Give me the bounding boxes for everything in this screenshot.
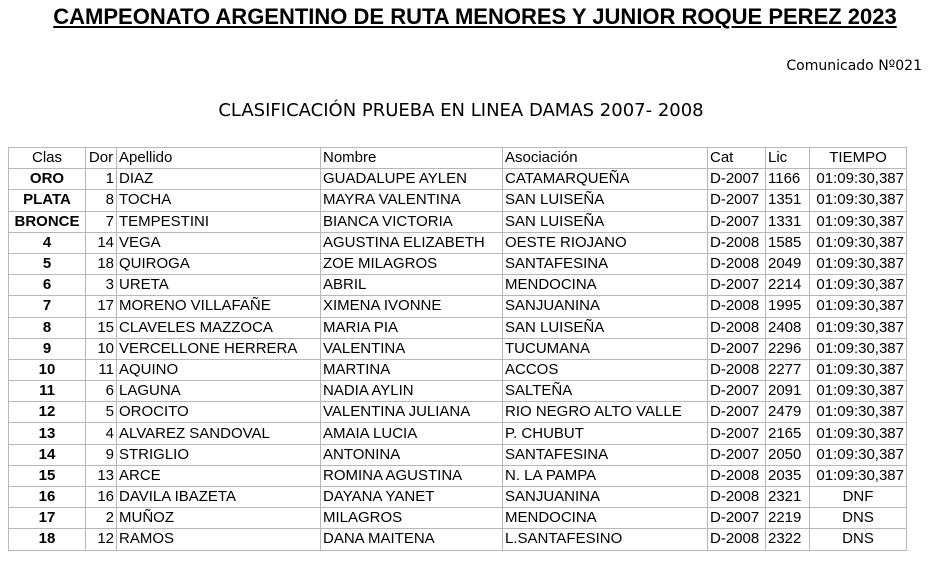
cell-dor: 14 [86, 232, 117, 253]
cell-cat: D-2008 [708, 317, 766, 338]
cell-lic: 1995 [766, 296, 810, 317]
cell-cat: D-2007 [708, 508, 766, 529]
cell-cat: D-2007 [708, 402, 766, 423]
cell-apellido: OROCITO [117, 402, 321, 423]
cell-asociacion: SANJUANINA [503, 296, 708, 317]
cell-lic: 2277 [766, 359, 810, 380]
cell-apellido: URETA [117, 275, 321, 296]
cell-nombre: BIANCA VICTORIA [321, 211, 503, 232]
cell-lic: 2049 [766, 253, 810, 274]
cell-cat: D-2008 [708, 487, 766, 508]
cell-nombre: ANTONINA [321, 444, 503, 465]
cell-tiempo: DNF [810, 487, 907, 508]
cell-apellido: QUIROGA [117, 253, 321, 274]
column-header-asociacion: Asociación [503, 148, 708, 169]
cell-clas: 13 [9, 423, 86, 444]
cell-asociacion: SAN LUISEÑA [503, 211, 708, 232]
cell-tiempo: 01:09:30,387 [810, 423, 907, 444]
cell-cat: D-2007 [708, 423, 766, 444]
cell-nombre: VALENTINA JULIANA [321, 402, 503, 423]
results-table [8, 147, 907, 551]
cell-clas: 4 [9, 232, 86, 253]
cell-clas: 11 [9, 381, 86, 402]
table-row [9, 487, 907, 508]
cell-lic: 2479 [766, 402, 810, 423]
cell-clas: 5 [9, 253, 86, 274]
cell-cat: D-2008 [708, 465, 766, 486]
cell-nombre: DAYANA YANET [321, 487, 503, 508]
table-row [9, 359, 907, 380]
cell-apellido: CLAVELES MAZZOCA [117, 317, 321, 338]
cell-tiempo: 01:09:30,387 [810, 338, 907, 359]
cell-cat: D-2008 [708, 253, 766, 274]
cell-asociacion: ACCOS [503, 359, 708, 380]
cell-clas: 10 [9, 359, 86, 380]
cell-apellido: MUÑOZ [117, 508, 321, 529]
cell-asociacion: P. CHUBUT [503, 423, 708, 444]
cell-clas: PLATA [9, 190, 86, 211]
cell-apellido: ALVAREZ SANDOVAL [117, 423, 321, 444]
column-header-dor: Dor [86, 148, 117, 169]
cell-clas: BRONCE [9, 211, 86, 232]
cell-asociacion: MENDOCINA [503, 508, 708, 529]
column-header-tiempo: TIEMPO [810, 148, 907, 169]
cell-asociacion: OESTE RIOJANO [503, 232, 708, 253]
cell-asociacion: SANTAFESINA [503, 444, 708, 465]
cell-lic: 1331 [766, 211, 810, 232]
cell-apellido: DAVILA IBAZETA [117, 487, 321, 508]
cell-dor: 4 [86, 423, 117, 444]
cell-nombre: VALENTINA [321, 338, 503, 359]
cell-cat: D-2007 [708, 190, 766, 211]
cell-nombre: DANA MAITENA [321, 529, 503, 550]
cell-cat: D-2007 [708, 211, 766, 232]
cell-nombre: MARTINA [321, 359, 503, 380]
cell-clas: ORO [9, 169, 86, 190]
cell-lic: 1351 [766, 190, 810, 211]
table-row [9, 465, 907, 486]
cell-tiempo: 01:09:30,387 [810, 296, 907, 317]
cell-clas: 14 [9, 444, 86, 465]
column-header-cat: Cat [708, 148, 766, 169]
cell-tiempo: 01:09:30,387 [810, 253, 907, 274]
cell-lic: 2165 [766, 423, 810, 444]
table-row [9, 317, 907, 338]
cell-asociacion: SAN LUISEÑA [503, 190, 708, 211]
cell-apellido: ARCE [117, 465, 321, 486]
cell-tiempo: 01:09:30,387 [810, 317, 907, 338]
cell-clas: 18 [9, 529, 86, 550]
cell-cat: D-2007 [708, 444, 766, 465]
cell-dor: 11 [86, 359, 117, 380]
cell-clas: 8 [9, 317, 86, 338]
cell-nombre: ABRIL [321, 275, 503, 296]
cell-dor: 5 [86, 402, 117, 423]
table-row [9, 275, 907, 296]
cell-nombre: AGUSTINA ELIZABETH [321, 232, 503, 253]
table-row [9, 381, 907, 402]
cell-lic: 2219 [766, 508, 810, 529]
cell-lic: 2322 [766, 529, 810, 550]
cell-cat: D-2007 [708, 275, 766, 296]
cell-cat: D-2007 [708, 381, 766, 402]
cell-cat: D-2007 [708, 338, 766, 359]
cell-clas: 6 [9, 275, 86, 296]
cell-dor: 17 [86, 296, 117, 317]
cell-asociacion: MENDOCINA [503, 275, 708, 296]
cell-clas: 16 [9, 487, 86, 508]
cell-lic: 2214 [766, 275, 810, 296]
cell-apellido: RAMOS [117, 529, 321, 550]
column-header-lic: Lic [766, 148, 810, 169]
cell-dor: 12 [86, 529, 117, 550]
cell-tiempo: 01:09:30,387 [810, 444, 907, 465]
cell-asociacion: CATAMARQUEÑA [503, 169, 708, 190]
results-body [9, 169, 907, 550]
table-row [9, 190, 907, 211]
cell-nombre: MAYRA VALENTINA [321, 190, 503, 211]
cell-cat: D-2008 [708, 529, 766, 550]
cell-nombre: GUADALUPE AYLEN [321, 169, 503, 190]
cell-asociacion: L.SANTAFESINO [503, 529, 708, 550]
cell-dor: 18 [86, 253, 117, 274]
table-row [9, 169, 907, 190]
document-title: CAMPEONATO ARGENTINO DE RUTA MENORES Y JUNIOR ROQUE PEREZ 2023 [53, 4, 897, 29]
cell-dor: 13 [86, 465, 117, 486]
cell-apellido: DIAZ [117, 169, 321, 190]
table-row [9, 296, 907, 317]
cell-asociacion: SANTAFESINA [503, 253, 708, 274]
cell-apellido: VERCELLONE HERRERA [117, 338, 321, 359]
cell-tiempo: 01:09:30,387 [810, 211, 907, 232]
cell-cat: D-2008 [708, 359, 766, 380]
cell-dor: 7 [86, 211, 117, 232]
cell-tiempo: 01:09:30,387 [810, 402, 907, 423]
table-row [9, 253, 907, 274]
cell-asociacion: SAN LUISEÑA [503, 317, 708, 338]
table-row [9, 402, 907, 423]
cell-dor: 6 [86, 381, 117, 402]
column-header-apellido: Apellido [117, 148, 321, 169]
column-header-nombre: Nombre [321, 148, 503, 169]
table-row [9, 211, 907, 232]
cell-dor: 3 [86, 275, 117, 296]
cell-apellido: VEGA [117, 232, 321, 253]
cell-lic: 1166 [766, 169, 810, 190]
cell-nombre: ZOE MILAGROS [321, 253, 503, 274]
cell-tiempo: 01:09:30,387 [810, 169, 907, 190]
cell-asociacion: RIO NEGRO ALTO VALLE [503, 402, 708, 423]
cell-lic: 2091 [766, 381, 810, 402]
cell-dor: 2 [86, 508, 117, 529]
cell-dor: 8 [86, 190, 117, 211]
cell-lic: 2408 [766, 317, 810, 338]
cell-tiempo: 01:09:30,387 [810, 232, 907, 253]
cell-clas: 7 [9, 296, 86, 317]
table-row [9, 232, 907, 253]
cell-asociacion: TUCUMANA [503, 338, 708, 359]
cell-clas: 12 [9, 402, 86, 423]
cell-nombre: ROMINA AGUSTINA [321, 465, 503, 486]
cell-tiempo: 01:09:30,387 [810, 381, 907, 402]
cell-tiempo: DNS [810, 529, 907, 550]
table-row [9, 444, 907, 465]
cell-lic: 1585 [766, 232, 810, 253]
cell-clas: 9 [9, 338, 86, 359]
cell-apellido: STRIGLIO [117, 444, 321, 465]
cell-apellido: AQUINO [117, 359, 321, 380]
cell-lic: 2321 [766, 487, 810, 508]
table-row [9, 508, 907, 529]
cell-tiempo: 01:09:30,387 [810, 465, 907, 486]
cell-apellido: MORENO VILLAFAÑE [117, 296, 321, 317]
cell-clas: 15 [9, 465, 86, 486]
cell-cat: D-2008 [708, 232, 766, 253]
cell-nombre: MARIA PIA [321, 317, 503, 338]
table-header-row [9, 148, 907, 169]
cell-dor: 9 [86, 444, 117, 465]
cell-asociacion: SANJUANINA [503, 487, 708, 508]
column-header-clas: Clas [9, 148, 86, 169]
cell-nombre: AMAIA LUCIA [321, 423, 503, 444]
cell-lic: 2050 [766, 444, 810, 465]
cell-apellido: LAGUNA [117, 381, 321, 402]
table-row [9, 338, 907, 359]
cell-asociacion: N. LA PAMPA [503, 465, 708, 486]
cell-dor: 1 [86, 169, 117, 190]
cell-tiempo: 01:09:30,387 [810, 275, 907, 296]
table-row [9, 423, 907, 444]
cell-dor: 16 [86, 487, 117, 508]
cell-dor: 10 [86, 338, 117, 359]
cell-lic: 2296 [766, 338, 810, 359]
comunicado-number: Comunicado Nº021 [786, 58, 922, 74]
cell-dor: 15 [86, 317, 117, 338]
cell-clas: 17 [9, 508, 86, 529]
classification-subtitle: CLASIFICACIÓN PRUEBA EN LINEA DAMAS 2007- 2008 [218, 100, 704, 121]
table-row [9, 529, 907, 550]
cell-apellido: TEMPESTINI [117, 211, 321, 232]
cell-tiempo: 01:09:30,387 [810, 359, 907, 380]
cell-cat: D-2007 [708, 169, 766, 190]
cell-apellido: TOCHA [117, 190, 321, 211]
cell-cat: D-2008 [708, 296, 766, 317]
cell-tiempo: 01:09:30,387 [810, 190, 907, 211]
cell-asociacion: SALTEÑA [503, 381, 708, 402]
cell-nombre: XIMENA IVONNE [321, 296, 503, 317]
cell-lic: 2035 [766, 465, 810, 486]
cell-nombre: MILAGROS [321, 508, 503, 529]
cell-nombre: NADIA AYLIN [321, 381, 503, 402]
cell-tiempo: DNS [810, 508, 907, 529]
